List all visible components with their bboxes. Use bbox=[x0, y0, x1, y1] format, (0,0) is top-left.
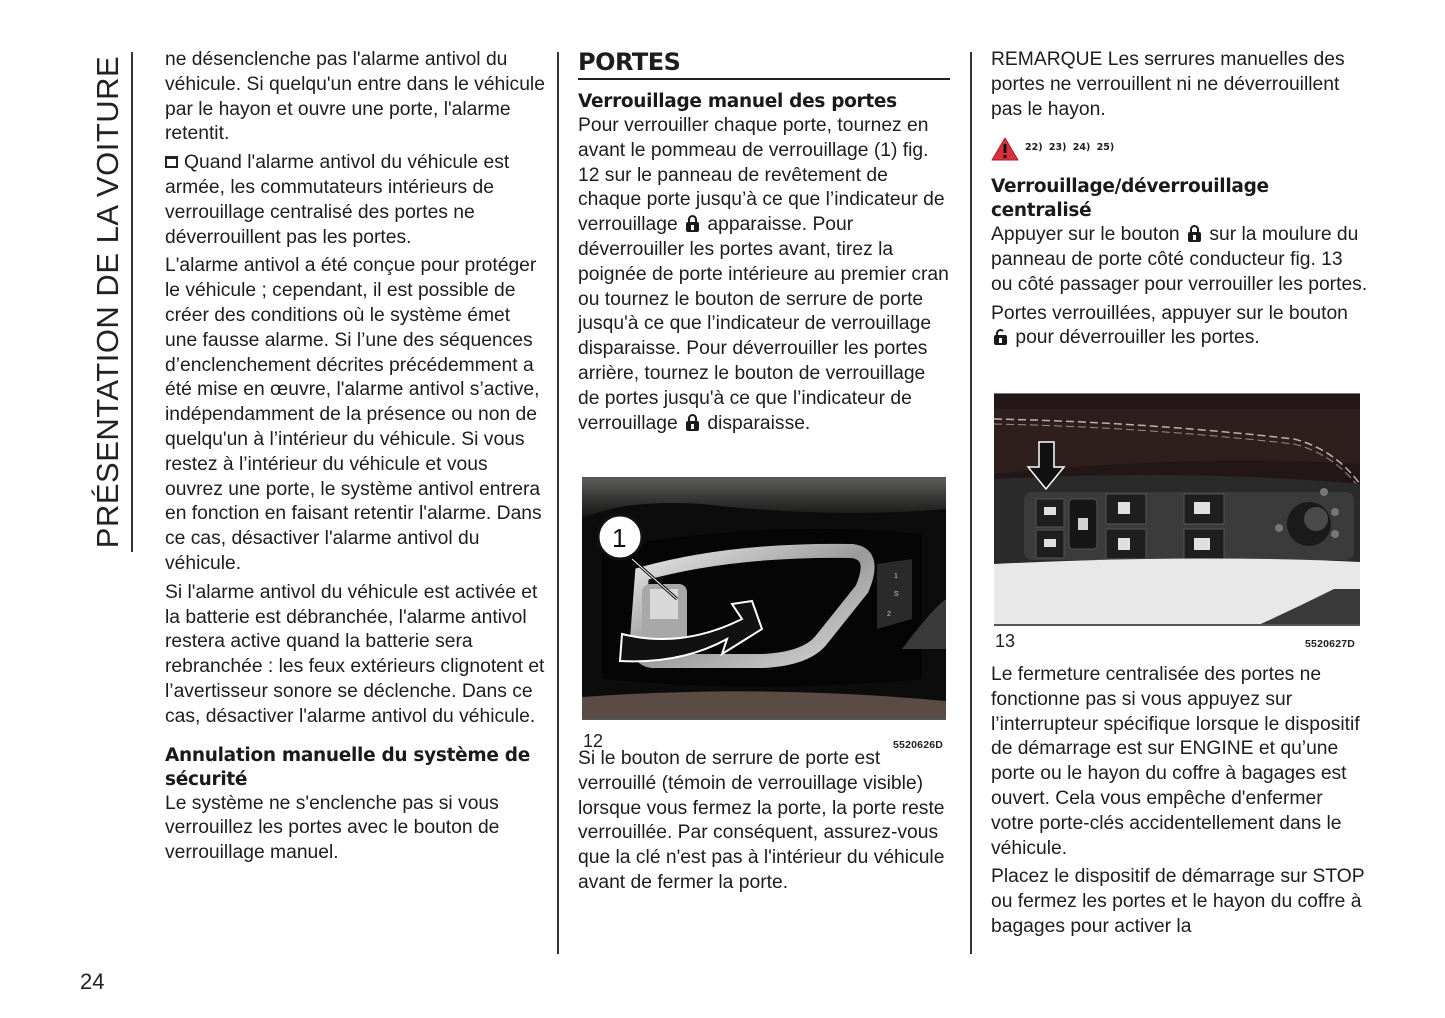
unlock-button-icon bbox=[994, 328, 1007, 345]
note-remarque: REMARQUE Les serrures manuelles des portes ne verrouillent ni ne déverrouillent pas le hayon. bbox=[991, 49, 1345, 120]
chapter-title-text: PRÉSENTATION DE LA VOITURE bbox=[90, 55, 126, 549]
paragraph: Pour verrouiller chaque porte, tournez en avant le pommeau de verrouillage (1) fig. 12 sur le panneau de revêtement de chaque porte jusqu’à ce que l’indicateur de verrouillage apparaisse. Pour déverrouiller les portes avant, tirez la poignée de porte intérieure au premier cran ou tournez le bouton de serrure de porte jusqu'à ce que l’indicateur de verrouillage disparaisse. Pour déverrouiller les portes arrière, tournez le bouton de verrouillage de portes jusqu'à ce que l’indicateur de verrouillage disparaisse. bbox=[578, 115, 949, 434]
lock-indicator-icon bbox=[686, 215, 699, 232]
bullet-paragraph: Quand l'alarme antivol du véhicule est armée, les commutateurs intérieurs de verrouillage centralisé des portes ne déverrouillent pas les portes. bbox=[165, 152, 510, 248]
figure-13-door-switch-panel-photo bbox=[994, 393, 1360, 626]
figure-13-code: 5520627D bbox=[1305, 638, 1356, 650]
figure-12-number: 12 bbox=[583, 731, 604, 751]
warning-triangle-icon bbox=[991, 137, 1019, 161]
svg-text:2: 2 bbox=[887, 611, 891, 618]
figure-12-code: 5520626D bbox=[893, 739, 944, 751]
subheading-verrouillage-centralise: Verrouillage/déverrouillage centralisé bbox=[991, 176, 1269, 222]
paragraph: ne désenclenche pas l'alarme antivol du véhicule. Si quelqu'un entre dans le véhicule par le hayon et ouvre une porte, l'alarme retentit. bbox=[165, 49, 545, 145]
paragraph: Appuyer sur le bouton sur la moulure du panneau de porte côté conducteur fig. 13 ou côté passager pour verrouiller les portes. bbox=[991, 224, 1368, 295]
paragraph: L'alarme antivol a été conçue pour protéger le véhicule ; cependant, il est possible de créer des conditions où le système émet une fausse alarme. Si l’une des séquences d’enclenchement décrites précédemment a été mise en œuvre, l'alarme antivol s’active, indépendamment de la présence ou non de quelqu'un à l’intérieur du véhicule. Si vous restez à l’intérieur du véhicule et vous ouvrez une porte, le système antivol entrera en fonction en faisant retentir l'alarme. Dans ce cas, désactiver l'alarme antivol du véhicule. bbox=[165, 255, 542, 574]
warning-references bbox=[991, 136, 1369, 161]
column-2 bbox=[578, 48, 950, 440]
column-3 bbox=[991, 48, 1369, 355]
sidebar-chapter-title bbox=[88, 52, 128, 552]
column-divider-2 bbox=[970, 52, 972, 954]
column-divider-1 bbox=[557, 52, 559, 954]
subheading-annulation: Annulation manuelle du système de sécurité bbox=[165, 744, 530, 790]
warning-refs-text: 22) 23) 24) 25) bbox=[1025, 142, 1115, 154]
paragraph: Le système ne s'enclenche pas si vous verrouillez les portes avec le bouton de verrouillage manuel. bbox=[165, 792, 500, 864]
svg-text:1: 1 bbox=[894, 573, 898, 580]
lock-button-icon bbox=[1188, 225, 1201, 242]
sidebar-divider bbox=[131, 52, 133, 552]
door-handle-illustration bbox=[582, 479, 946, 720]
paragraph: Si l'alarme antivol du véhicule est activée et la batterie est débranchée, l'alarme antivol restera active quand la batterie sera rebranchée : les feux extérieurs clignotent et l’avertisseur sonore se déclenche. Dans ce cas, désactiver l'alarme antivol du véhicule. bbox=[165, 581, 545, 727]
paragraph: Placez le dispositif de démarrage sur STOP ou fermez les portes et le hayon du coffre à bagages pour activer la bbox=[991, 866, 1365, 937]
figure-12-door-handle-photo bbox=[582, 477, 946, 720]
section-title-portes: PORTES bbox=[578, 48, 950, 80]
paragraph: Si le bouton de serrure de porte est verrouillé (témoin de verrouillage visible) lorsque vous fermez la porte, la porte reste verrouillée. Par conséquent, assurez-vous que la clé n'est pas à l'intérieur du véhicule avant de fermer la porte. bbox=[578, 748, 945, 893]
lock-indicator-icon bbox=[686, 414, 699, 431]
subheading-verrouillage-manuel: Verrouillage manuel des portes bbox=[578, 91, 897, 112]
door-switch-panel-illustration bbox=[994, 394, 1360, 626]
checkbox-bullet-icon bbox=[165, 156, 178, 168]
column-1 bbox=[165, 48, 545, 870]
svg-text:S: S bbox=[894, 591, 899, 598]
paragraph: Le fermeture centralisée des portes ne fonctionne pas si vous appuyez sur l’interrupteur spécifique lorsque le dispositif de démarrage est sur ENGINE et qu’une porte ou le hayon du coffre à bagages est ouvert. Cela vous empêche d'enfermer votre porte-clés accidentellement dans le véhicule. bbox=[991, 664, 1360, 859]
column-3-lower bbox=[991, 663, 1369, 944]
paragraph: Portes verrouillées, appuyer sur le bouton pour déverrouiller les portes. bbox=[991, 302, 1348, 349]
figure-13-number: 13 bbox=[995, 631, 1016, 651]
svg-text:1: 1 bbox=[612, 523, 627, 553]
column-2-lower bbox=[578, 747, 950, 900]
page-number: 24 bbox=[80, 969, 105, 994]
